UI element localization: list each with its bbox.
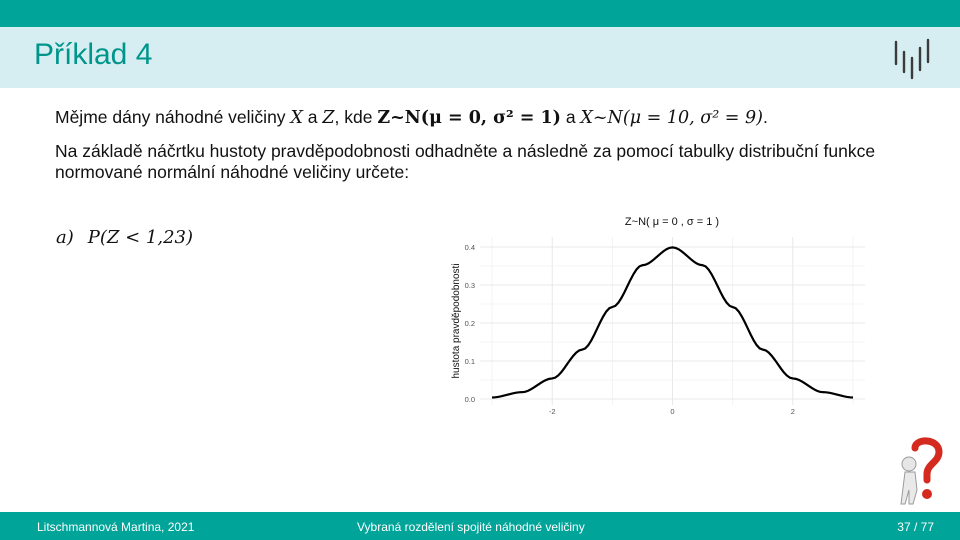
x-distribution: X~N(μ = 10, σ² = 9) [580, 108, 763, 128]
page-number: 37 / 77 [897, 520, 934, 534]
period: . [762, 107, 768, 127]
y-tick-label: 0.1 [464, 357, 475, 366]
y-tick-label: 0.2 [464, 319, 475, 328]
x-tick-label: -2 [548, 407, 556, 416]
density-chart [445, 210, 875, 425]
vsb-logo-icon [892, 38, 938, 80]
and-word: a [302, 107, 323, 127]
footer-bar [0, 512, 960, 540]
x-tick-label: 2 [790, 407, 795, 416]
footer-author: Litschmannová Martina, 2021 [37, 520, 195, 534]
instruction-text: Na základě náčrtku hustoty pravděpodobnosti odhadněte a následně za pomocí tabulky distribuční funkce normované normální náhodné veličiny určete: [55, 141, 876, 182]
definition-line [55, 107, 935, 129]
task-a [56, 227, 207, 248]
slide-title: Příklad 4 [34, 38, 153, 71]
footer-topic: Vybraná rozdělení spojité náhodné veličiny [357, 520, 585, 534]
problem-statement [55, 107, 935, 183]
x-tick-label: 0 [670, 407, 675, 416]
y-tick-label: 0.4 [464, 243, 475, 252]
intro-text: Mějme dány náhodné veličiny [55, 107, 286, 127]
var-x: X [290, 108, 303, 128]
y-tick-label: 0.0 [464, 395, 475, 404]
chart-title: Z~N( μ = 0 , σ = 1 ) [624, 216, 720, 228]
task-label: a) [56, 227, 74, 248]
top-accent-bar [0, 0, 960, 27]
z-dist-text: Z~N(μ = 0, σ² = 1) [377, 108, 561, 128]
chart-ylabel: hustota pravděpodobnosti [451, 263, 462, 379]
z-distribution [377, 108, 561, 128]
task-expression: P(Z < 1,23) [87, 227, 194, 248]
y-tick-label: 0.3 [464, 281, 475, 290]
a-word: a [560, 107, 581, 127]
question-mark-figure-icon [893, 436, 945, 506]
comma-kde: , kde [334, 107, 378, 127]
var-z: Z [322, 108, 335, 128]
